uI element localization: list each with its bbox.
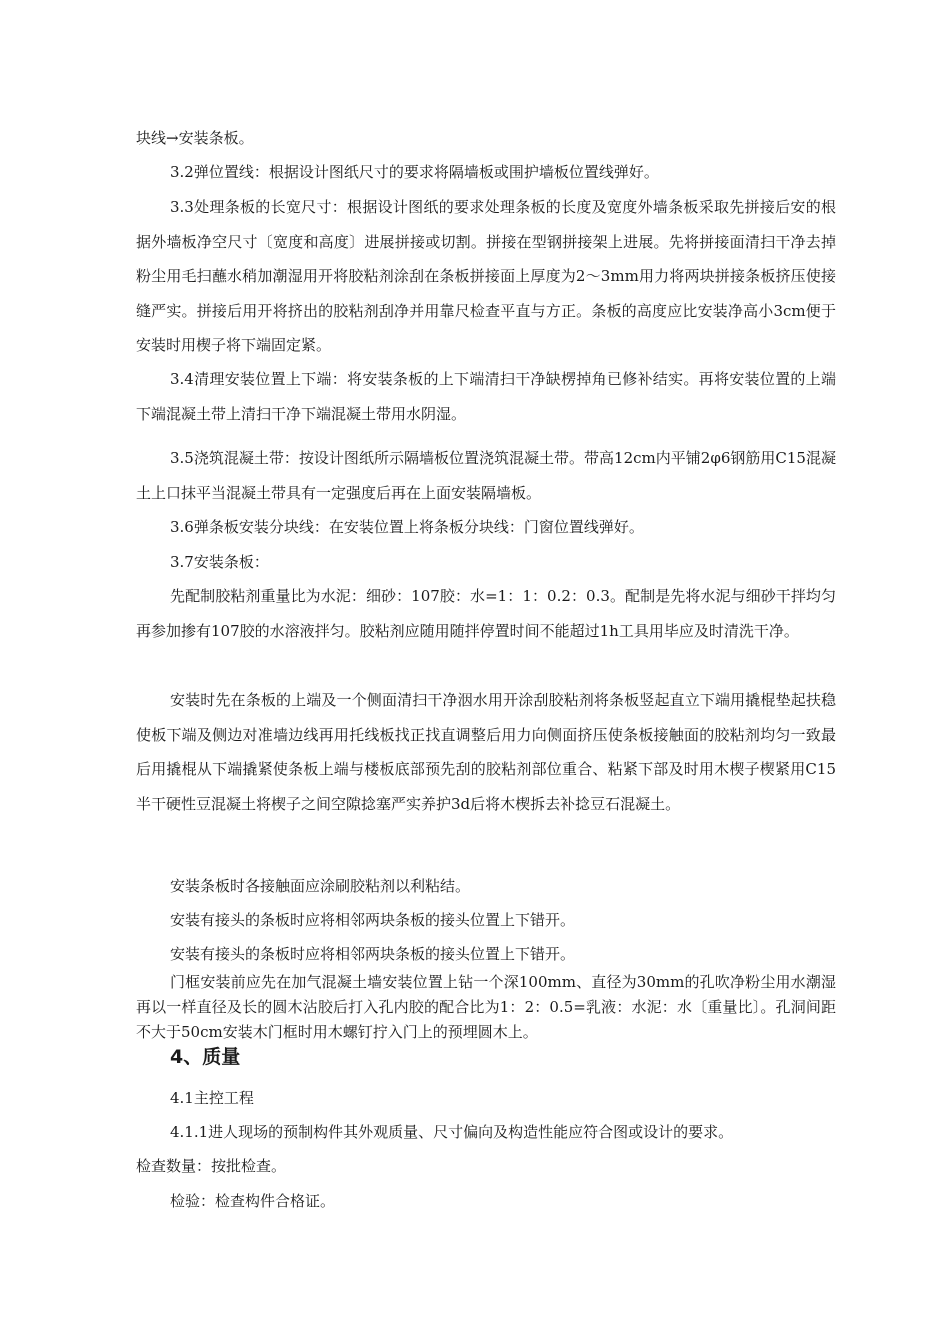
paragraph-joints-repeat: 安装有接头的条板时应将相邻两块条板的接头位置上下错开。 xyxy=(170,945,576,963)
paragraph-4-1-1: 4.1.1进人现场的预制构件其外观质量、尺寸偏向及构造性能应符合图或设计的要求。 xyxy=(170,1123,734,1141)
paragraph-bonding: 安装条板时各接触面应涂刷胶粘剂以利粘结。 xyxy=(170,877,471,895)
paragraph-3-5: 3.5浇筑混凝土带：按设计图纸所示隔墙板位置浇筑混凝土带。带高12cm内平铺2φ6钢筋用C15混凝土上口抹平当混凝土带具有一定强度后再在上面安装隔墙板。 xyxy=(136,449,836,502)
section-heading-quality: 4、质量 xyxy=(170,1046,241,1068)
paragraph-joints: 安装有接头的条板时应将相邻两块条板的接头位置上下错开。 xyxy=(170,911,576,929)
paragraph-3-4: 3.4清理安装位置上下端：将安装条板的上下端清扫干净缺楞掉角已修补结实。再将安装位置的上端下端混凝土带上清扫干净下端混凝土带用水阴湿。 xyxy=(136,370,836,423)
paragraph-3-7: 3.7安装条板： xyxy=(170,553,269,571)
paragraph-4-1: 4.1主控工程 xyxy=(170,1089,254,1107)
paragraph-door-frame: 门框安装前应先在加气混凝土墙安装位置上钻一个深100mm、直径为30mm的孔吹净粉尘用水潮湿再以一样直径及长的圆木沾胶后打入孔内胶的配合比为1：2：0.5=乳液：水泥：水〔重量比〕。孔洞间距不大于50cm安装木门框时用木螺钉拧入门上的预埋圆木上。 xyxy=(136,973,836,1041)
paragraph-continuation: 块线→安装条板。 xyxy=(136,129,254,147)
paragraph-3-3: 3.3处理条板的长宽尺寸：根据设计图纸的要求处理条板的长度及宽度外墙条板采取先拼接后安的根据外墙板净空尺寸〔宽度和高度〕进展拼接或切割。拼接在型钢拼接架上进展。先将拼接面清扫干净去掉粉尘用毛扫蘸水稍加潮湿用开将胶粘剂涂刮在条板拼接面上厚度为2～3mm用力将两块拼接条板挤压使接缝严实。拼接后用开将挤出的胶粘剂刮净并用靠尺检查平直与方正。条板的高度应比安装净高小3cm便于安装时用楔子将下端固定紧。 xyxy=(136,198,836,354)
paragraph-3-2: 3.2弹位置线：根据设计图纸尺寸的要求将隔墙板或围护墙板位置线弹好。 xyxy=(170,163,659,181)
paragraph-3-6: 3.6弹条板安装分块线：在安装位置上将条板分块线：门窗位置线弹好。 xyxy=(170,518,644,536)
paragraph-inspection-quantity: 检查数量：按批检查。 xyxy=(136,1157,287,1175)
paragraph-inspection-method: 检验：检查构件合格证。 xyxy=(170,1192,336,1210)
paragraph-install: 安装时先在条板的上端及一个侧面清扫干净洇水用开涂刮胶粘剂将条板竖起直立下端用撬棍垫起扶稳使板下端及侧边对准墙边线再用托线板找正找直调整后用力向侧面挤压使条板接触面的胶粘剂均匀一致最后用撬棍从下端撬紧使条板上端与楼板底部预先刮的胶粘剂部位重合、粘紧下部及时用木楔子楔紧用C15半干硬性豆混凝土将楔子之间空隙捻塞严实养护3d后将木楔拆去补捻豆石混凝土。 xyxy=(136,691,836,813)
paragraph-adhesive: 先配制胶粘剂重量比为水泥：细砂：107胶：水=1：1：0.2：0.3。配制是先将水泥与细砂干拌均匀再参加掺有107胶的水溶液拌匀。胶粘剂应随用随拌停置时间不能超过1h工具用毕应及时清洗干净。 xyxy=(136,587,836,640)
